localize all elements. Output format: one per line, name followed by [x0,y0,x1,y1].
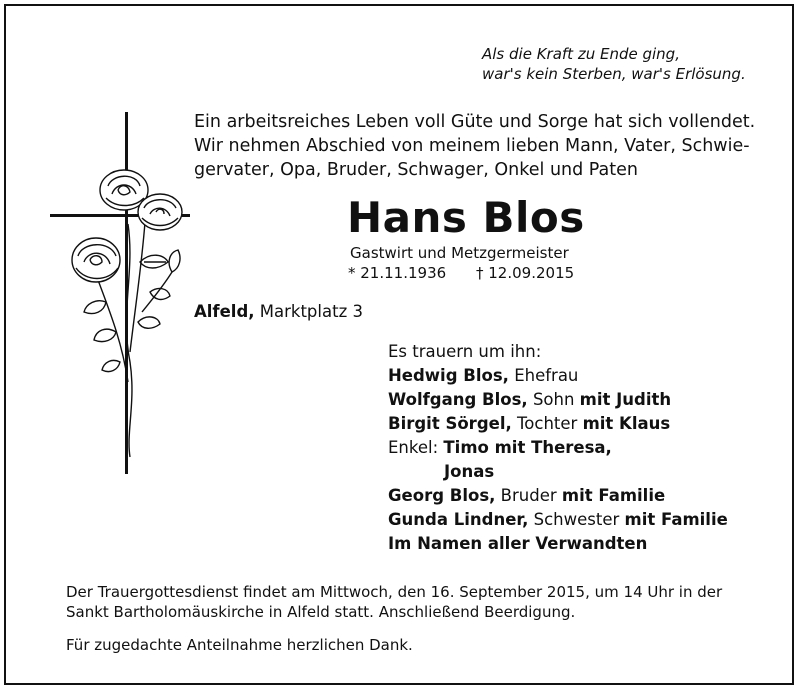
address-town: Alfeld, [194,302,255,321]
service-line-2: Sankt Bartholomäuskirche in Alfeld statt. Anschließend Beerdigung. [66,603,576,621]
thanks-note: Für zugedachte Anteilnahme herzlichen Dank. [66,636,413,654]
intro-line-3: gervater, Opa, Bruder, Schwager, Onkel und Paten [194,160,639,180]
deceased-profession: Gastwirt und Metzgermeister [350,244,569,262]
mourner-name: Hedwig Blos, [388,366,509,385]
relatives-line: Im Namen aller Verwandten [388,534,648,553]
mourner-row [388,508,728,532]
birth-date: * 21.11.1936 [348,264,447,282]
address [194,301,363,323]
mourner-relation: Tochter [517,414,578,433]
mourner-partner: mit Judith [579,390,672,409]
motto-verse [482,44,746,84]
mourner-relation: Sohn [532,390,575,409]
mourner-relation: Ehefrau [514,366,579,385]
mourner-relation: Schwester [533,510,620,529]
grandchild-name: Jonas [444,462,495,481]
motto-line-1: Als die Kraft zu Ende ging, [482,45,680,63]
mourner-row [388,484,728,508]
grandchild-name: Timo mit Theresa, [443,438,612,457]
mourner-row [388,460,728,484]
mourner-relation: Bruder [500,486,557,505]
mourner-name: Georg Blos, [388,486,496,505]
intro-line-2: Wir nehmen Abschied von meinem lieben Mann, Vater, Schwie- [194,136,750,156]
address-street: Marktplatz 3 [259,302,363,321]
mourner-row [388,412,728,436]
motto-line-2: war's kein Sterben, war's Erlösung. [482,65,746,83]
service-notice [66,582,722,622]
mourner-row [388,388,728,412]
grandchildren-label: Enkel: [388,438,439,457]
intro-line-1: Ein arbeitsreiches Leben voll Güte und Sorge hat sich vollendet. [194,112,756,132]
death-date: † 12.09.2015 [476,264,575,282]
life-dates [348,263,575,283]
mourner-partner: mit Klaus [582,414,671,433]
mourner-partner: mit Familie [561,486,666,505]
service-line-1: Der Trauergottesdienst findet am Mittwoch, den 16. September 2015, um 14 Uhr in der [66,583,723,601]
cross-with-roses-illustration [50,112,200,482]
mourner-name: Gunda Lindner, [388,510,529,529]
mourner-row [388,364,728,388]
mourners-list [388,340,728,556]
mourner-name: Birgit Sörgel, [388,414,512,433]
deceased-name: Hans Blos [347,193,585,242]
mourner-name: Wolfgang Blos, [388,390,528,409]
mourners-heading: Es trauern um ihn: [388,342,542,361]
intro-text [194,110,755,182]
mourner-row [388,436,728,460]
mourner-partner: mit Familie [624,510,728,529]
